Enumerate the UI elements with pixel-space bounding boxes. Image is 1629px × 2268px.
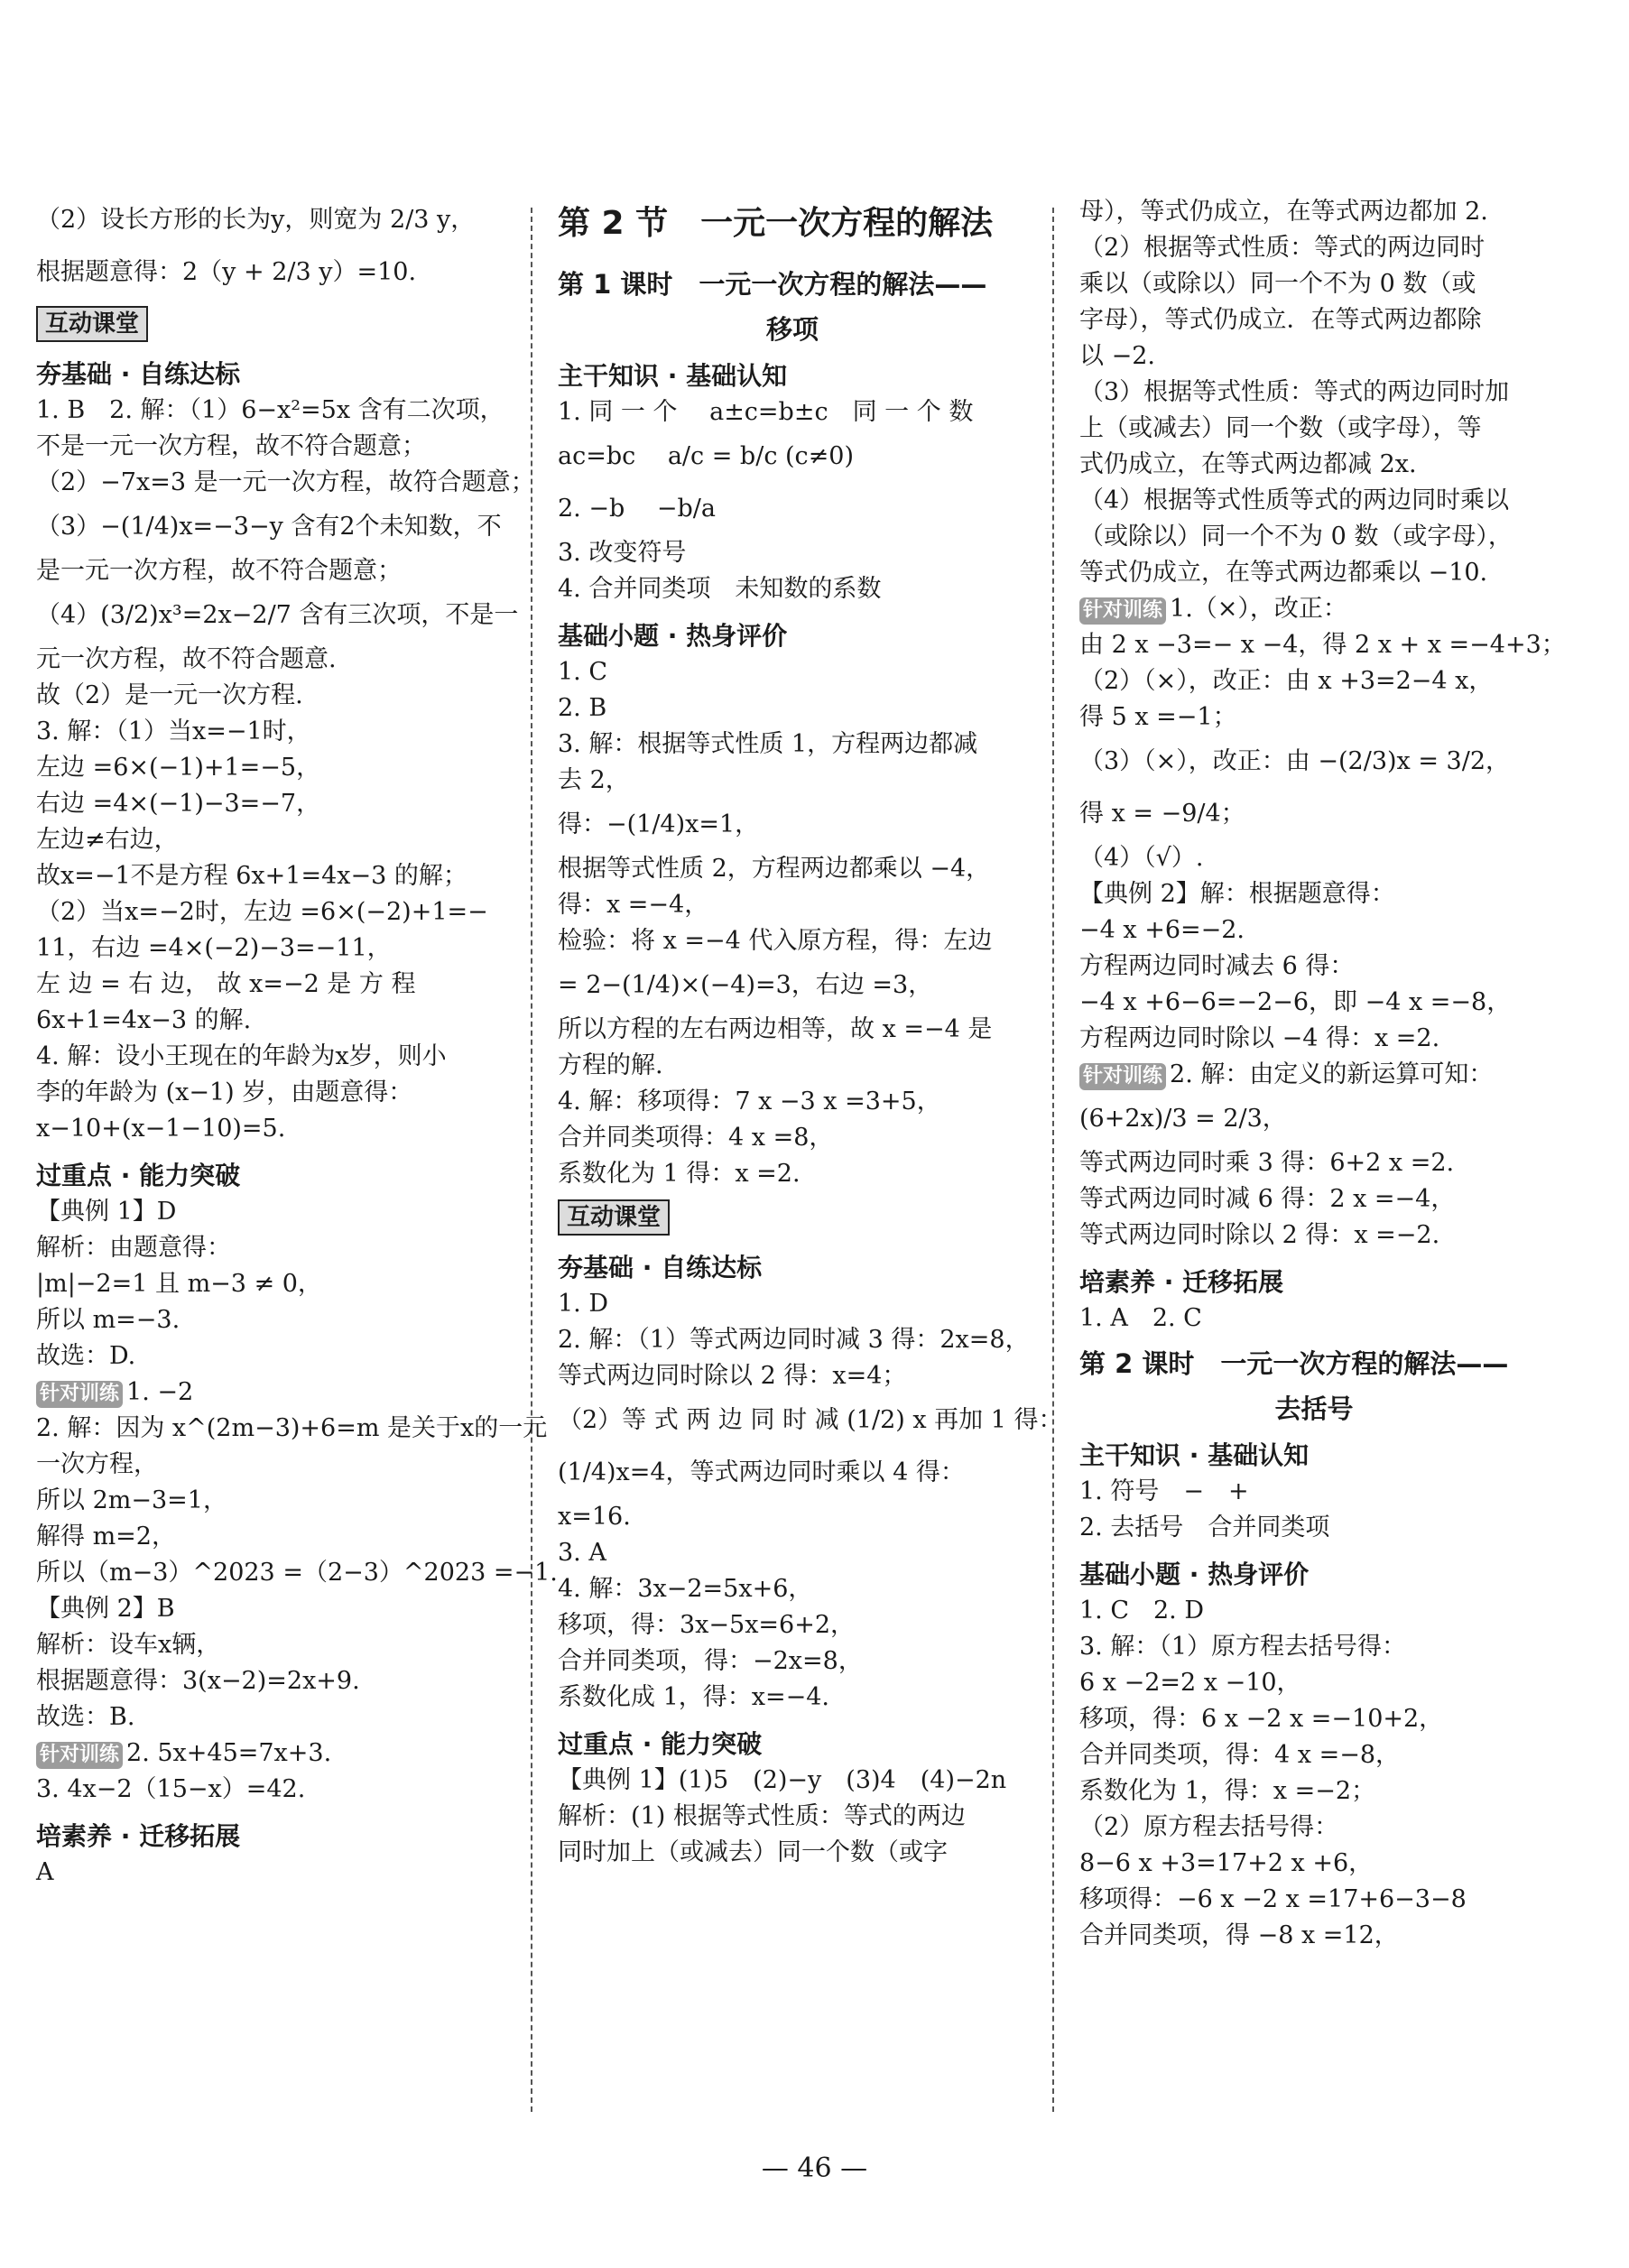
text-line xyxy=(36,822,505,858)
text-line xyxy=(558,1680,1027,1716)
text-line xyxy=(1079,375,1549,411)
text-line xyxy=(1079,1773,1549,1810)
text-line xyxy=(36,194,505,246)
text-line xyxy=(1079,1021,1549,1057)
line-text: 方程的解. xyxy=(558,1051,663,1079)
line-text: 第 1 课时 一元一次方程的解法—— xyxy=(558,269,987,300)
line-text: 解得 m=2， xyxy=(36,1523,176,1551)
line-text: 乘以（或除以）同一个不为 0 数（或 xyxy=(1079,270,1476,298)
text-line xyxy=(558,1499,1027,1535)
text-line xyxy=(36,246,505,299)
line-text: 3. 解：（1）原方程去括号得： xyxy=(1079,1633,1407,1661)
line-text: 元一次方程，故不符合题意. xyxy=(36,645,337,673)
line-text: 培素养 · 迁移拓展 xyxy=(36,1821,241,1851)
text-line xyxy=(1079,1593,1549,1629)
line-text: 根据题意得：3(x−2)=2x+9. xyxy=(36,1667,360,1695)
line-text: 1. 同 一 个 a±c=b±c 同 一 个 数 xyxy=(558,398,974,426)
text-line xyxy=(36,465,535,501)
text-line xyxy=(558,1048,1027,1084)
line-text: 2. 解：因为 x^(2m−3)+6=m 是关于x的一元 xyxy=(36,1414,548,1442)
line-text: 等式仍成立，在等式两边都乘以 −10. xyxy=(1079,559,1488,587)
line-text: 2. 解：由定义的新运算可知： xyxy=(1170,1060,1494,1088)
line-text: 得 x = −9/4； xyxy=(1079,800,1245,828)
line-text: 移项 xyxy=(765,314,819,345)
text-line xyxy=(36,393,505,429)
section-label: 互动课堂 xyxy=(36,306,148,342)
text-line xyxy=(558,1447,1027,1499)
text-line xyxy=(558,1394,1063,1447)
text-line xyxy=(558,923,1027,959)
line-text: 11，右边 =4×(−2)−3=−11， xyxy=(36,934,392,962)
line-text: 【典例 1】D xyxy=(36,1198,177,1226)
text-line xyxy=(36,1447,505,1483)
line-text: 故x=−1不是方程 6x+1=4x−3 的解； xyxy=(36,862,467,890)
line-text: 基础小题 · 热身评价 xyxy=(558,621,788,651)
text-line xyxy=(36,642,505,678)
line-text: −4 x +6−6=−2−6，即 −4 x =−8， xyxy=(1079,988,1512,1016)
text-line xyxy=(558,1322,1030,1358)
text-line xyxy=(36,1855,505,1891)
text-line xyxy=(558,1835,1027,1871)
lesson-subtitle xyxy=(1079,1391,1549,1427)
text-line xyxy=(1079,1474,1549,1510)
text-line xyxy=(36,750,505,786)
line-text: （2）等 式 两 边 同 时 减 (1/2) x 再加 1 得： xyxy=(558,1406,1063,1434)
text-line xyxy=(36,858,505,894)
section-heading xyxy=(36,1158,505,1194)
text-line xyxy=(1079,519,1549,555)
text-line xyxy=(1079,194,1549,230)
line-text: 等式两边同时除以 2 得：x =−2. xyxy=(1079,1221,1440,1249)
line-text: 夯基础 · 自练达标 xyxy=(558,1253,763,1282)
text-line xyxy=(558,535,1027,571)
text-line xyxy=(1079,627,1566,663)
text-line xyxy=(558,571,1027,607)
line-text: 移项得：−6 x −2 x =17+6−3−8 xyxy=(1079,1885,1467,1913)
text-line xyxy=(36,501,505,553)
text-line xyxy=(558,430,1027,483)
text-line xyxy=(558,654,1027,690)
line-text: 上（或减去）同一个数（或字母），等 xyxy=(1079,414,1482,442)
text-line xyxy=(1079,1846,1549,1882)
line-text: 去 2， xyxy=(558,766,630,794)
line-text: 2. 5x+45=7x+3. xyxy=(126,1739,332,1767)
line-text: |m|−2=1 且 m−3 ≠ 0， xyxy=(36,1270,322,1298)
line-text: （2）当x=−2时，左边 =6×(−2)+1=− xyxy=(36,898,488,926)
line-text: 系数化成 1，得：x=−4. xyxy=(558,1683,829,1711)
line-text: 去括号 xyxy=(1274,1393,1354,1424)
line-text: 右边 =4×(−1)−3=−7， xyxy=(36,790,321,818)
line-text: 等式两边同时除以 2 得：x=4； xyxy=(558,1362,907,1390)
line-text: 母），等式仍成立，在等式两边都加 2. xyxy=(1079,198,1488,226)
line-text: 式仍成立，在等式两边都减 2x. xyxy=(1079,450,1417,478)
line-text: 所以（m−3）^2023 =（2−3）^2023 =−1. xyxy=(36,1559,558,1587)
text-line xyxy=(36,1338,505,1375)
line-text: 合并同类项，得 −8 x =12， xyxy=(1079,1921,1399,1949)
line-text: 1. C xyxy=(558,658,608,686)
line-text: 第 2 节 一元一次方程的解法 xyxy=(558,205,994,242)
text-line xyxy=(558,1799,1027,1835)
lesson-title xyxy=(558,266,1027,302)
line-text: （4）(3/2)x³=2x−2/7 含有三次项，不是一 xyxy=(36,601,519,629)
text-line xyxy=(36,714,505,750)
line-text: 合并同类项，得：−2x=8， xyxy=(558,1647,863,1675)
line-text: 4. 解：设小王现在的年龄为x岁，则小 xyxy=(36,1042,447,1070)
text-line xyxy=(1079,912,1549,949)
text-line xyxy=(1079,447,1549,483)
text-line xyxy=(1079,483,1549,519)
section-heading xyxy=(558,358,1027,394)
line-text: （4）根据等式性质等式的两边同时乘以 xyxy=(1079,486,1510,514)
practice-stamp: 针对训练 xyxy=(1079,597,1166,625)
line-text: 1. D xyxy=(558,1290,608,1318)
column-2 xyxy=(558,194,1063,2119)
line-text: （2）根据等式性质：等式的两边同时 xyxy=(1079,234,1486,262)
line-text: 同时加上（或减去）同一个数（或字 xyxy=(558,1838,948,1866)
line-text: （2）−7x=3 是一元一次方程，故符合题意； xyxy=(36,468,535,496)
line-text: 3. 解：（1）当x=−1时， xyxy=(36,717,311,745)
line-text: 3. 解：根据等式性质 1，方程两边都减 xyxy=(558,730,978,758)
line-text: x=16. xyxy=(558,1503,631,1531)
text-line xyxy=(1079,1301,1549,1337)
line-text: 字母），等式仍成立．在等式两边都除 xyxy=(1079,306,1482,334)
text-line xyxy=(558,1358,1027,1394)
text-line xyxy=(36,967,505,1003)
line-text: 方程两边同时减去 6 得： xyxy=(1079,952,1355,980)
text-line xyxy=(558,1607,1027,1643)
line-text: 8−6 x +3=17+2 x +6， xyxy=(1079,1849,1374,1877)
text-line xyxy=(36,1772,505,1808)
section-heading xyxy=(36,1819,505,1855)
text-line xyxy=(1079,699,1549,736)
line-text: 主干知识 · 基础认知 xyxy=(1079,1440,1310,1470)
text-line xyxy=(36,930,505,967)
line-text: 3. A xyxy=(558,1539,606,1567)
text-line xyxy=(1079,1145,1549,1181)
line-text: 解析：(1) 根据等式性质：等式的两边 xyxy=(558,1802,966,1830)
column-3 xyxy=(1079,194,1566,2119)
line-text: 4. 合并同类项 未知数的系数 xyxy=(558,575,882,603)
section-heading xyxy=(1079,1557,1549,1593)
text-line xyxy=(1079,1629,1549,1665)
section-label: 互动课堂 xyxy=(558,1199,670,1236)
section-heading xyxy=(1079,1438,1549,1474)
line-text: 4. 解：移项得：7 x −3 x =3+5， xyxy=(558,1088,941,1115)
text-line xyxy=(1079,788,1549,840)
line-text: 1. B 2. 解：（1）6−x²=5x 含有二次项， xyxy=(36,396,504,424)
line-text: 以 −2. xyxy=(1079,342,1155,370)
line-text: 2. −b −b/a xyxy=(558,495,716,523)
text-line xyxy=(558,799,1027,851)
text-line xyxy=(36,1663,505,1699)
line-text: A xyxy=(36,1858,54,1886)
text-line xyxy=(558,1643,1027,1680)
line-text: 1. A 2. C xyxy=(1079,1304,1202,1332)
text-line xyxy=(1079,266,1549,302)
text-line xyxy=(36,1736,505,1772)
line-text: 解析：由题意得： xyxy=(36,1234,231,1262)
line-text: 得：−(1/4)x=1， xyxy=(558,810,760,838)
text-line xyxy=(36,1519,505,1555)
text-line xyxy=(558,1535,1027,1571)
line-text: 不是一元一次方程，故不符合题意； xyxy=(36,432,426,460)
text-line xyxy=(36,786,505,822)
text-line xyxy=(36,1194,505,1230)
column-1 xyxy=(36,194,558,2119)
line-text: （2）原方程去括号得： xyxy=(1079,1813,1339,1841)
line-text: 3. 改变符号 xyxy=(558,539,687,567)
line-text: 2. 去括号 合并同类项 xyxy=(1079,1514,1330,1541)
text-line xyxy=(1079,736,1549,788)
section-heading xyxy=(558,1250,1027,1286)
line-text: （3）−(1/4)x=−3−y 含有2个未知数，不 xyxy=(36,513,502,541)
text-line xyxy=(558,1120,1027,1156)
chapter-title xyxy=(558,201,1027,246)
line-text: 系数化为 1 得：x =2. xyxy=(558,1160,801,1188)
text-line xyxy=(558,1763,1027,1799)
line-text: 解析：设车x辆， xyxy=(36,1631,221,1659)
line-text: 夯基础 · 自练达标 xyxy=(36,359,241,389)
line-text: （2）设长方形的长为y，则宽为 2/3 y， xyxy=(36,206,476,234)
line-text: = 2−(1/4)×(−4)=3，右边 =3， xyxy=(558,971,933,999)
text-line xyxy=(558,1286,1027,1322)
line-text: 所以方程的左右两边相等，故 x =−4 是 xyxy=(558,1015,993,1043)
line-text: 移项，得：3x−5x=6+2， xyxy=(558,1611,856,1639)
section-label-box xyxy=(558,1192,1027,1239)
line-text: 1. C 2. D xyxy=(1079,1597,1204,1625)
line-text: 第 2 课时 一元一次方程的解法—— xyxy=(1079,1348,1509,1379)
text-line xyxy=(1079,1665,1549,1701)
text-line xyxy=(36,1003,505,1039)
text-line xyxy=(1079,1181,1549,1217)
section-heading xyxy=(36,356,505,393)
line-text: 培素养 · 迁移拓展 xyxy=(1079,1267,1284,1297)
text-line xyxy=(36,1591,505,1627)
text-line xyxy=(558,1012,1027,1048)
line-text: 1. 符号 − + xyxy=(1079,1477,1249,1505)
line-text: 4. 解：3x−2=5x+6， xyxy=(558,1575,813,1603)
line-text: −4 x +6=−2. xyxy=(1079,916,1245,944)
text-line xyxy=(1079,949,1549,985)
text-line xyxy=(36,1266,505,1302)
section-heading xyxy=(558,1726,1027,1763)
text-line xyxy=(36,1555,558,1591)
line-text: 系数化为 1，得：x =−2； xyxy=(1079,1777,1375,1805)
text-line xyxy=(1079,1093,1549,1145)
text-line xyxy=(36,1699,505,1736)
text-line xyxy=(558,851,1027,887)
line-text: 方程两边同时除以 −4 得：x =2. xyxy=(1079,1024,1440,1052)
text-line xyxy=(558,763,1027,799)
text-line xyxy=(1079,1217,1549,1254)
text-line xyxy=(558,959,1027,1012)
section-label-box xyxy=(36,299,505,346)
line-text: 李的年龄为 (x−1) 岁，由题意得： xyxy=(36,1078,413,1106)
lesson-title xyxy=(1079,1346,1549,1382)
text-line xyxy=(1079,1882,1549,1918)
line-text: 过重点 · 能力突破 xyxy=(558,1729,763,1759)
text-line xyxy=(36,1483,505,1519)
text-line xyxy=(1079,876,1549,912)
line-text: 6 x −2=2 x −10， xyxy=(1079,1669,1301,1697)
text-line xyxy=(1079,1737,1549,1773)
text-line xyxy=(558,1156,1027,1192)
line-text: 合并同类项，得：4 x =−8， xyxy=(1079,1741,1400,1769)
text-line xyxy=(36,1411,548,1447)
text-line xyxy=(1079,985,1549,1021)
page-number: — 46 — xyxy=(761,2152,868,2184)
text-line xyxy=(1079,591,1549,627)
line-text: (6+2x)/3 = 2/3， xyxy=(1079,1105,1287,1133)
line-text: 等式两边同时乘 3 得：6+2 x =2. xyxy=(1079,1149,1455,1177)
text-line xyxy=(1079,1810,1549,1846)
line-text: 【典例 1】(1)5 (2)−y (3)4 (4)−2n xyxy=(558,1766,1007,1794)
text-line xyxy=(1079,840,1549,876)
line-text: 2. B xyxy=(558,694,607,722)
line-text: 【典例 2】解：根据题意得： xyxy=(1079,880,1395,908)
line-text: （3）（×），改正：由 −(2/3)x = 3/2， xyxy=(1079,747,1510,775)
text-line xyxy=(558,887,1027,923)
text-line xyxy=(1079,1057,1549,1093)
practice-stamp: 针对训练 xyxy=(36,1381,123,1408)
text-line xyxy=(1079,555,1549,591)
line-text: （4）（√）. xyxy=(1079,844,1204,872)
text-line xyxy=(36,589,519,642)
line-text: (1/4)x=4，等式两边同时乘以 4 得： xyxy=(558,1458,965,1486)
text-line xyxy=(1079,230,1549,266)
line-text: 由 2 x −3=− x −4，得 2 x + x =−4+3； xyxy=(1079,631,1566,659)
text-line xyxy=(36,1075,505,1111)
text-line xyxy=(36,1111,505,1147)
line-text: 左 边 = 右 边， 故 x=−2 是 方 程 xyxy=(36,970,416,998)
line-text: 故（2）是一元一次方程. xyxy=(36,681,303,709)
text-line xyxy=(36,553,505,589)
text-line xyxy=(1079,302,1549,338)
line-text: 根据题意得：2（y + 2/3 y）=10. xyxy=(36,258,417,286)
text-line xyxy=(558,690,1027,727)
line-text: x−10+(x−1−10)=5. xyxy=(36,1115,286,1143)
text-line xyxy=(36,1302,505,1338)
line-text: 过重点 · 能力突破 xyxy=(36,1161,241,1190)
line-text: 得 5 x =−1； xyxy=(1079,703,1237,731)
line-text: 基础小题 · 热身评价 xyxy=(1079,1560,1310,1589)
practice-stamp: 针对训练 xyxy=(36,1742,123,1769)
text-line xyxy=(1079,663,1549,699)
text-line xyxy=(1079,1701,1549,1737)
text-line xyxy=(36,1375,505,1411)
line-text: 是一元一次方程，故不符合题意； xyxy=(36,557,402,585)
text-line xyxy=(36,1627,505,1663)
line-text: 等式两边同时减 6 得：2 x =−4， xyxy=(1079,1185,1456,1213)
line-text: 主干知识 · 基础认知 xyxy=(558,361,788,391)
line-text: 1.（×），改正： xyxy=(1170,595,1347,623)
text-line xyxy=(36,1230,505,1266)
lesson-subtitle xyxy=(558,311,1027,347)
line-text: 根据等式性质 2，方程两边都乘以 −4， xyxy=(558,855,991,883)
line-text: 合并同类项得：4 x =8， xyxy=(558,1124,834,1152)
line-text: 移项，得：6 x −2 x =−10+2， xyxy=(1079,1705,1444,1733)
text-line xyxy=(558,727,1027,763)
line-text: （3）根据等式性质：等式的两边同时加 xyxy=(1079,378,1510,406)
line-text: 左边≠右边， xyxy=(36,826,179,854)
text-line xyxy=(1079,1918,1549,1954)
line-text: 所以 m=−3. xyxy=(36,1306,180,1334)
text-line xyxy=(36,894,505,930)
text-line xyxy=(558,1571,1027,1607)
line-text: 6x+1=4x−3 的解. xyxy=(36,1006,252,1034)
text-line xyxy=(1079,338,1549,375)
line-text: 所以 2m−3=1， xyxy=(36,1486,227,1514)
line-text: （2）（×），改正：由 x +3=2−4 x， xyxy=(1079,667,1494,695)
practice-stamp: 针对训练 xyxy=(1079,1063,1166,1090)
line-text: 检验：将 x =−4 代入原方程，得：左边 xyxy=(558,927,993,955)
section-heading xyxy=(1079,1264,1549,1301)
text-line xyxy=(36,429,505,465)
column-divider-2 xyxy=(1052,208,1054,2112)
line-text: 左边 =6×(−1)+1=−5， xyxy=(36,754,321,782)
section-heading xyxy=(558,618,1027,654)
text-line xyxy=(558,483,1027,535)
line-text: 得：x =−4， xyxy=(558,891,709,919)
text-line xyxy=(558,1084,1027,1120)
line-text: 1. −2 xyxy=(126,1378,194,1406)
line-text: 故选：B. xyxy=(36,1703,135,1731)
text-line xyxy=(1079,1510,1549,1546)
line-text: 2. 解：（1）等式两边同时减 3 得：2x=8， xyxy=(558,1326,1030,1354)
text-line xyxy=(36,678,505,714)
line-text: ac=bc a/c = b/c (c≠0) xyxy=(558,442,855,470)
line-text: 一次方程， xyxy=(36,1450,158,1478)
text-line xyxy=(558,394,1027,430)
text-line xyxy=(36,1039,505,1075)
text-line xyxy=(1079,411,1549,447)
line-text: 故选：D. xyxy=(36,1342,136,1370)
line-text: 3. 4x−2（15−x）=42. xyxy=(36,1775,306,1803)
line-text: （或除以）同一个不为 0 数（或字母）， xyxy=(1079,523,1513,551)
line-text: 【典例 2】B xyxy=(36,1595,175,1623)
